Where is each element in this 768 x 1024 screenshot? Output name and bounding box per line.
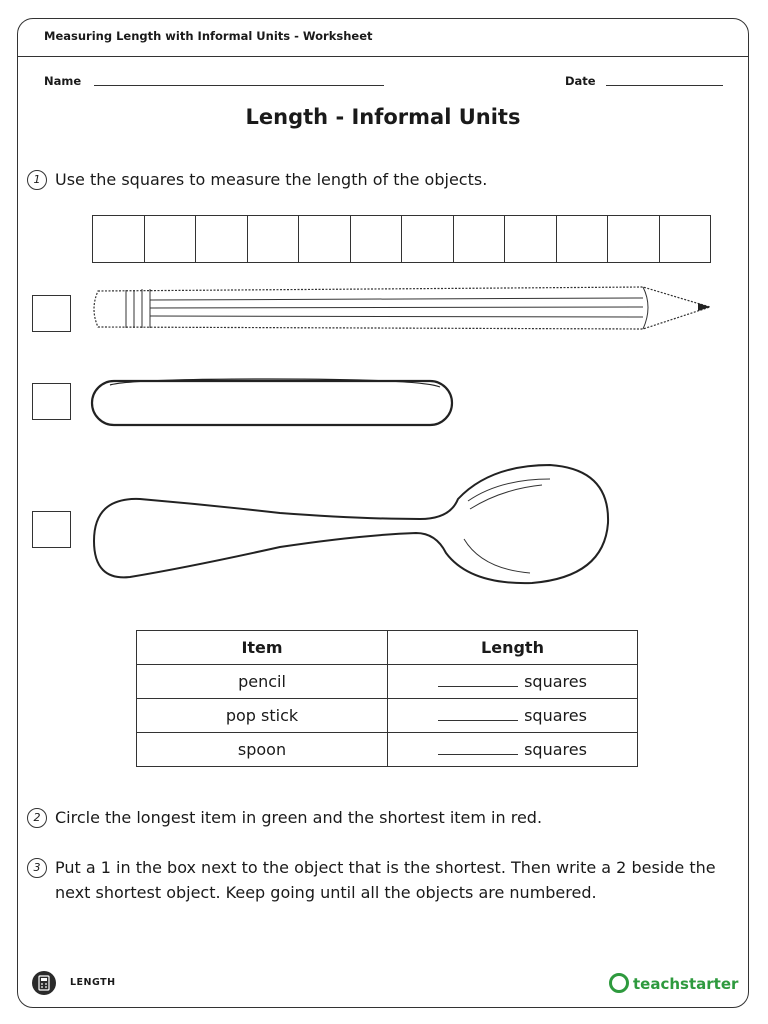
header-bar	[18, 19, 748, 57]
worksheet-page	[17, 18, 749, 1008]
item-cell: spoon	[137, 733, 388, 767]
square	[402, 216, 454, 262]
answer-blank[interactable]	[438, 743, 518, 755]
results-table	[136, 630, 638, 767]
teachstarter-logo-icon	[609, 973, 629, 993]
square	[351, 216, 403, 262]
footer-topic-label: LENGTH	[70, 977, 116, 988]
square	[505, 216, 557, 262]
table-row	[137, 699, 638, 733]
spoon-drawing	[90, 461, 614, 587]
question-3-text: Put a 1 in the box next to the object that is the shortest. Then write a 2 beside the next shortest object. Keep going until all the objects are numbered.	[55, 858, 716, 902]
worksheet-title: Measuring Length with Informal Units - Worksheet	[44, 29, 373, 43]
pop-stick-answer-box[interactable]	[32, 383, 71, 420]
table-row	[137, 665, 638, 699]
item-header: Item	[137, 631, 388, 665]
question-2-text: Circle the longest item in green and the shortest item in red.	[55, 808, 543, 827]
item-cell: pencil	[137, 665, 388, 699]
table-row	[137, 733, 638, 767]
question-1-text: Use the squares to measure the length of the objects.	[55, 170, 488, 189]
square	[196, 216, 248, 262]
spoon-answer-box[interactable]	[32, 511, 71, 548]
square	[557, 216, 609, 262]
item-cell: pop stick	[137, 699, 388, 733]
square	[454, 216, 506, 262]
name-line[interactable]	[94, 85, 384, 86]
page-title: Length - Informal Units	[245, 105, 521, 129]
date-label: Date	[565, 74, 596, 88]
unit-label: squares	[524, 706, 587, 725]
calculator-icon	[32, 971, 56, 995]
unit-label: squares	[524, 672, 587, 691]
unit-label: squares	[524, 740, 587, 759]
square	[660, 216, 711, 262]
question-3-number: 3	[27, 858, 47, 878]
length-header: Length	[388, 631, 638, 665]
answer-blank[interactable]	[438, 709, 518, 721]
length-cell[interactable]	[388, 665, 638, 699]
date-line[interactable]	[606, 85, 723, 86]
length-cell[interactable]	[388, 733, 638, 767]
pencil-drawing	[88, 283, 718, 335]
pop-stick-drawing	[90, 377, 456, 427]
answer-blank[interactable]	[438, 675, 518, 687]
brand-logo	[609, 973, 738, 993]
square	[93, 216, 145, 262]
length-cell[interactable]	[388, 699, 638, 733]
square	[608, 216, 660, 262]
pencil-answer-box[interactable]	[32, 295, 71, 332]
brand-name: teachstarter	[633, 975, 739, 993]
question-1-number: 1	[27, 170, 47, 190]
table-header-row	[137, 631, 638, 665]
square	[299, 216, 351, 262]
square	[248, 216, 300, 262]
question-2-number: 2	[27, 808, 47, 828]
measuring-squares	[92, 215, 711, 263]
square	[145, 216, 197, 262]
name-label: Name	[44, 74, 82, 88]
